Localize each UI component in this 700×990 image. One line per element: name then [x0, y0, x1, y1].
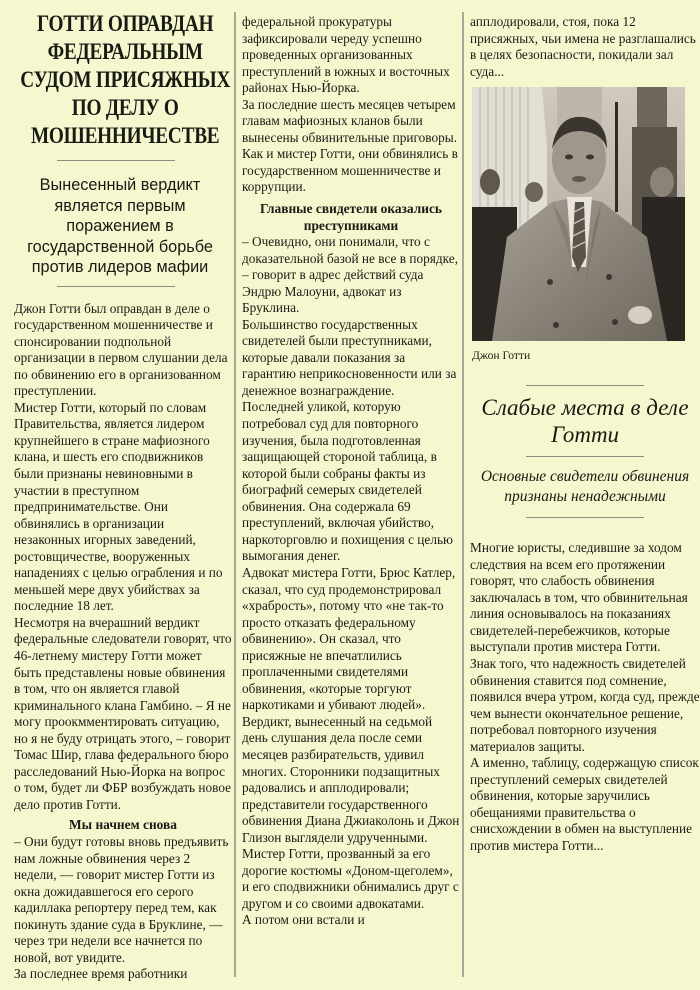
paragraph: Джон Готти был оправдан в деле о государственном мошенничестве и спонсировании подпольной организации в первом слушании дела по обвинению его в организованном преступлении. — [14, 300, 228, 399]
paragraph: Мистер Готти, который по словам Правительства, является лидером крупнейшего в стране мафиозного клана, и шесть его сподвижников были признаны невиновными в участии в преступном предпринимательстве. Они обвинялись в организации незаконных игорных заведений, ростовщичестве, вооруженных нападениях с целью ограбления и по меньшей мере двух убийствах за последние 18 лет. — [14, 399, 223, 614]
subheadline: Вынесенный вердикт является первым поражением в государственной борьбе против лидеров мафии — [27, 176, 213, 276]
sidebar-title: Слабые места в деле Готти — [481, 395, 689, 448]
column-2 — [232, 0, 460, 929]
paragraph: федеральной прокуратуры зафиксировали череду успешно проведенных организованных преступлений в южных и восточных районах Нью-Йорка. — [242, 14, 450, 96]
sidebar-body — [470, 540, 700, 854]
paragraph: Вердикт, вынесенный на седьмой день слушания дела после семи месяцев разбирательств, удивил многих. Сторонники подзащитных радовались и апплодировали; представители государственного обвинения Диана Джиаколонь и Джон Глизон выглядели удрученными. — [242, 713, 460, 845]
divider — [57, 286, 175, 287]
paragraph: За последнее время работники — [14, 966, 188, 982]
paragraph: – Очевидно, они понимали, что с доказательной базой не все в порядке, – говорит в адрес действий суда Эндрю Малоуни, адвокат из Бруклина. — [242, 234, 459, 316]
photo-john-gotti — [472, 87, 685, 341]
paragraph: Последней уликой, которую потребовал суд для повторного изучения, была подготовленная защищающей стороной таблица, в которой были собраны факты из биографий семерых свидетелей обвинения. Она содержала 69 преступлений, включая убийство, наркоторговлю и похищения с целью вымогания денег. — [242, 399, 453, 564]
paragraph: апплодировали, стоя, пока 12 присяжных, чьи имена не разглашались в целях безопасности, покидали зал суда... — [470, 14, 696, 79]
headline: ГОТТИ ОПРАВДАН ФЕДЕРАЛЬНЫМ СУДОМ ПРИСЯЖНЫХ ПО ДЕЛУ О МОШЕННИЧЕСТВЕ — [20, 11, 231, 149]
divider — [57, 160, 175, 161]
column-1-body — [14, 301, 232, 983]
photo-image — [472, 87, 685, 341]
paragraph: Знак того, что надежность свидетелей обвинения ставится под сомнение, появился вчера утром, когда суд, прежде чем вынести окончательное решение, потребовал повторного изучения материалов защиты. — [470, 656, 700, 754]
paragraph: За последние шесть месяцев четырем главам мафиозных кланов были вынесены обвинительные приговоры. Как и мистер Готти, они обвинялись в государственном мошенничестве и коррупции. — [242, 96, 458, 195]
section-heading: Мы начнем снова — [69, 817, 177, 833]
column-2-body — [242, 14, 460, 929]
divider — [526, 456, 644, 457]
section-heading: Главные свидетели оказались преступниками — [260, 201, 442, 233]
paragraph: А именно, таблицу, содержащую список преступлений семерых свидетелей обвинения, которые заручились обещаниями правительства о снисхождении в обмен на выступление против мистера Готти... — [470, 755, 699, 854]
photo-caption: Джон Готти — [472, 349, 531, 363]
paragraph: Большинство государственных свидетелей были преступниками, которые давали показания за гарантию неприкосновенности или за денежное вознаграждение. — [242, 316, 457, 398]
paragraph: – Они будут готовы вновь предъявить нам ложные обвинения через 2 недели, — говорит мистер Готти из окна дожидавшегося его серого кадиллака репортеру перед тем, как покинуть здание суда в Бруклине, — через три недели все начнется по новой, вот увидите. — [14, 833, 229, 965]
divider — [526, 385, 644, 386]
column-1 — [0, 0, 232, 983]
divider — [526, 517, 644, 518]
paragraph: Мистер Готти, прозванный за его дорогие костюмы «Доном-щеголем», и его сподвижники обнимались друг с другом и со своими адвокатами. — [242, 846, 459, 911]
sidebar-subtitle: Основные свидетели обвинения признаны ненадежными — [480, 468, 690, 506]
column-3 — [460, 0, 700, 855]
column-3-body — [470, 14, 700, 80]
paragraph: Адвокат мистера Готти, Брюс Катлер, сказал, что суд продемонстрировал «храбрость», потому что «не так-то просто отказать федеральному обвинению». Он сказал, что присяжные не впечатлились проплаченными свидетелями обвинения, «которые торгуют наркотиками и убивают людей». — [242, 564, 456, 713]
paragraph: А потом они встали и — [242, 912, 365, 928]
paragraph: Несмотря на вчерашний вердикт федеральные следователи говорят, что 46-летнему мистеру Готти может быть представлены новые обвинения в том, что он является главой криминального клана Гамбино. – Я не могу проокмментировать ситуацию, но я не буду отрицать этого, – говорит Томас Шир, глава федерального бюро расследований Нью-Йорка на вопрос о том, будет ли ФБР возбуждать новое дело против Готти. — [14, 614, 232, 812]
paragraph: Многие юристы, следившие за ходом следствия на всем его протяжении говорят, что слабость обвинения заключалась в том, что обвинительная линия основывалось на показаниях свидетелей-перебежчиков, которые выступали против мистера Готти. — [470, 540, 688, 655]
